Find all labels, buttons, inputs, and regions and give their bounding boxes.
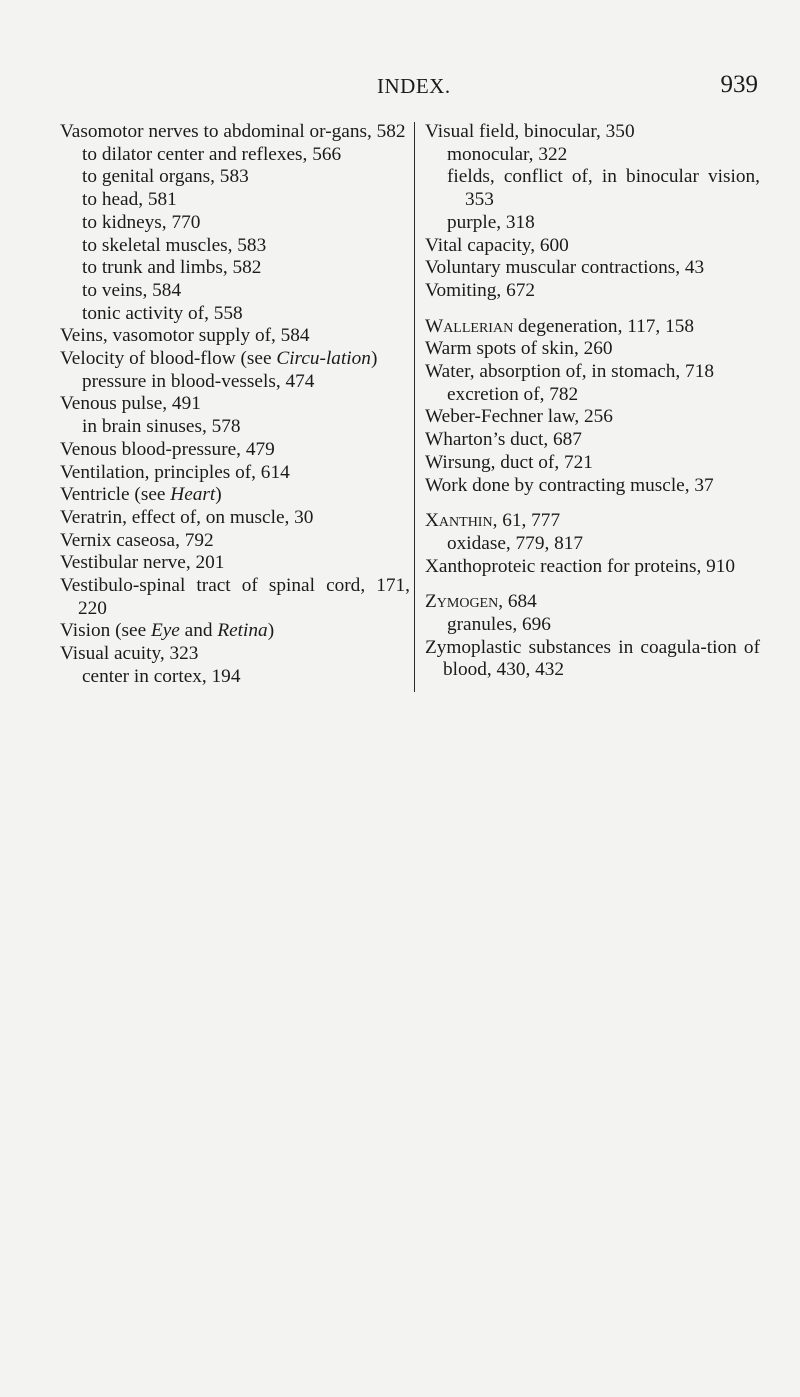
entry-text: Velocity of blood-flow (see [60,348,277,370]
index-entry: Warm spots of skin, 260 [425,338,613,360]
index-subentry: fields, conflict of, in binocular vision, 353 [447,166,760,211]
index-subentry: oxidase, 779, 817 [447,532,584,554]
index-entry: Vasomotor nerves to abdominal or-gans, 582 [60,121,406,142]
index-entry [60,620,410,643]
running-head [60,71,758,104]
index-entry: Veratrin, effect of, on muscle, 30 [60,506,314,528]
index-subentry: to veins, 584 [82,279,182,301]
index-entry: Visual field, binocular, 350 [425,121,635,142]
index-entry: Wharton’s duct, 687 [425,429,582,451]
index-entry: Vestibulo-spinal tract of spinal cord, 171, 220 [60,575,410,619]
index-entry: Voluntary muscular contractions, 43 [425,257,705,279]
index-entry [425,510,760,533]
entry-text: and [179,620,218,642]
index-entry: Vomiting, 672 [425,279,535,301]
index-entry: Veins, vasomotor supply of, 584 [60,325,310,347]
entry-text: degeneration, 117, 158 [513,315,694,337]
index-entry: Water, absorption of, in stomach, 718 [425,361,714,383]
index-entry: Work done by contracting muscle, 37 [425,474,714,496]
index-subentry: excretion of, 782 [447,383,579,405]
entry-headword: Wallerian [425,315,514,337]
index-entry: Visual acuity, 323 [60,643,199,665]
index-entry: Venous pulse, 491 [60,393,201,415]
entry-text: , 684 [498,591,537,613]
index-entry [60,484,410,507]
entry-text: Vision (see [60,620,151,642]
index-entry: Xanthoproteic reaction for proteins, 910 [425,555,736,577]
entry-headword: Zymogen [425,591,499,613]
index-entry [60,348,410,371]
index-subentry: pressure in blood-vessels, 474 [82,370,315,392]
index-subentry: center in cortex, 194 [82,665,241,687]
index-entry: Venous blood-pressure, 479 [60,438,275,460]
entry-text: Ventricle (see [60,484,171,506]
index-subentry: in brain sinuses, 578 [82,416,241,438]
index-subentry: to dilator center and reflexes, 566 [82,143,342,165]
index-subentry: granules, 696 [447,614,551,636]
column-divider [414,122,415,692]
index-column-right [425,121,760,682]
index-entry: Wirsung, duct of, 721 [425,451,593,473]
entry-text: , 61, 777 [492,510,561,532]
entry-headword: Xanthin [425,510,493,532]
index-entry: Zymoplastic substances in coagula-tion of blood, 430, 432 [425,636,760,681]
index-entry: Vestibular nerve, 201 [60,552,225,574]
index-subentry: to trunk and limbs, 582 [82,257,262,279]
index-entry: Weber-Fechner law, 256 [425,406,613,428]
entry-crossref: Heart [170,484,216,506]
index-entry [425,316,760,339]
index-subentry: monocular, 322 [447,143,568,165]
index-subentry: purple, 318 [447,211,535,233]
index-subentry: to kidneys, 770 [82,211,201,233]
entry-crossref: Circu-lation [276,348,371,370]
entry-crossref: Eye [150,620,180,642]
entry-crossref: Retina [217,620,268,642]
index-subentry: tonic activity of, 558 [82,302,243,324]
page-title: INDEX. [377,74,451,98]
page-number: 939 [720,71,758,98]
entry-text: ) [215,484,222,506]
entry-text: ) [370,348,378,370]
index-entry: Vital capacity, 600 [425,234,569,256]
index-subentry: to skeletal muscles, 583 [82,234,267,256]
index-entry: Ventilation, principles of, 614 [60,461,290,483]
index-entry: Vernix caseosa, 792 [60,529,214,551]
index-entry [425,591,760,614]
index-subentry: to head, 581 [82,189,177,211]
index-column-left [60,121,410,689]
entry-text: ) [267,620,275,642]
index-subentry: to genital organs, 583 [82,166,249,188]
